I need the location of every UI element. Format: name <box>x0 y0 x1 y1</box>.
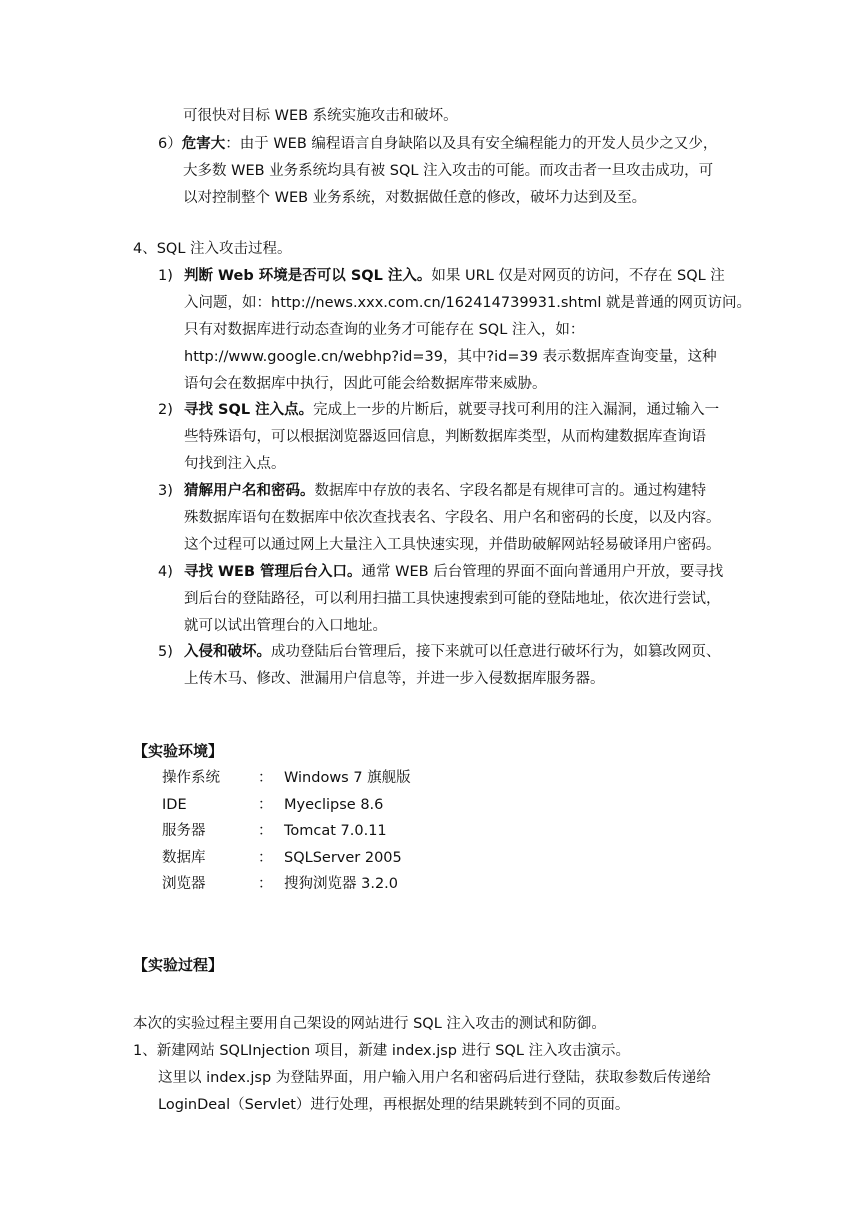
step-title: 寻找 WEB 管理后台入口。 <box>184 564 362 580</box>
list-item-6 <box>158 131 717 158</box>
env-row-server <box>162 818 562 845</box>
env-label: 服务器 <box>162 823 206 839</box>
env-row-ide <box>162 792 562 819</box>
paragraph-line: 可很快对目标 WEB 系统实施攻击和破坏。 <box>183 108 458 124</box>
env-value: SQLServer 2005 <box>284 850 402 866</box>
env-row-os <box>162 765 562 792</box>
env-label: 数据库 <box>162 850 206 866</box>
step-text: 通常 WEB 后台管理的界面不面向普通用户开放，要寻找 <box>361 564 724 580</box>
env-label: 浏览器 <box>162 876 206 892</box>
env-value: Tomcat 7.0.11 <box>284 823 387 839</box>
env-separator: ： <box>258 823 273 839</box>
step-title: 判断 Web 环境是否可以 SQL 注入。 <box>184 268 432 284</box>
paragraph-line: 句找到注入点。 <box>184 456 286 472</box>
env-heading: 【实验环境】 <box>133 742 224 760</box>
env-separator: ： <box>258 850 273 866</box>
step-title: 猜解用户名和密码。 <box>184 483 315 499</box>
env-value: Myeclipse 8.6 <box>284 797 384 813</box>
paragraph-line: LoginDeal（Servlet）进行处理，再根据处理的结果跳转到不同的页面。 <box>158 1097 630 1113</box>
env-separator: ： <box>258 797 273 813</box>
step-3 <box>184 478 706 505</box>
list-number: 1、 <box>133 1043 157 1059</box>
env-row-browser <box>162 871 562 898</box>
section-title: 4、SQL 注入攻击过程。 <box>133 241 292 257</box>
step-title: 寻找 SQL 注入点。 <box>184 402 314 418</box>
step-number: 2) <box>158 402 173 418</box>
paragraph-line: 入问题，如：http://news.xxx.com.cn/162414739931.shtml 就是普通的网页访问。 <box>184 295 752 311</box>
step-number: 1) <box>158 268 173 284</box>
list-item-text: ：由于 WEB 编程语言自身缺陷以及具有安全编程能力的开发人员少之又少， <box>225 136 718 152</box>
step-text: 如果 URL 仅是对网页的访问，不存在 SQL 注 <box>431 268 725 284</box>
paragraph-line: 些特殊语句，可以根据浏览器返回信息，判断数据库类型，从而构建数据库查询语 <box>184 429 706 445</box>
step-number: 5) <box>158 644 173 660</box>
step-title: 入侵和破坏。 <box>184 644 271 660</box>
process-intro: 本次的实验过程主要用自己架设的网站进行 SQL 注入攻击的测试和防御。 <box>133 1016 606 1032</box>
env-label: 操作系统 <box>162 770 220 786</box>
paragraph-line: 这里以 index.jsp 为登陆界面，用户输入用户名和密码后进行登陆，获取参数后传递给 <box>158 1070 711 1086</box>
step-5 <box>184 639 721 666</box>
list-item-text: 新建网站 SQLInjection 项目，新建 index.jsp 进行 SQL 注入攻击演示。 <box>156 1043 631 1059</box>
env-value: Windows 7 旗舰版 <box>284 770 411 786</box>
env-separator: ： <box>258 770 273 786</box>
list-number: 6） <box>158 136 182 152</box>
paragraph-line: 语句会在数据库中执行，因此可能会给数据库带来威胁。 <box>184 376 547 392</box>
env-value: 搜狗浏览器 3.2.0 <box>284 876 399 892</box>
step-text: 数据库中存放的表名、字段名都是有规律可言的。通过构建特 <box>314 483 706 499</box>
step-1 <box>184 263 725 290</box>
step-4 <box>184 559 723 586</box>
paragraph-line: 就可以试出管理台的入口地址。 <box>184 618 387 634</box>
step-text: 成功登陆后台管理后，接下来就可以任意进行破坏行为，如篡改网页、 <box>271 644 721 660</box>
env-row-database <box>162 845 562 872</box>
paragraph-line: 只有对数据库进行动态查询的业务才可能存在 SQL 注入，如： <box>184 322 585 338</box>
paragraph-line: 殊数据库语句在数据库中依次查找表名、字段名、用户名和密码的长度，以及内容。 <box>184 510 721 526</box>
env-label: IDE <box>162 797 187 813</box>
paragraph-line: http://www.google.cn/webhp?id=39，其中?id=39 表示数据库查询变量，这种 <box>184 349 717 365</box>
paragraph-line: 到后台的登陆路径，可以利用扫描工具快速搜索到可能的登陆地址，依次进行尝试， <box>184 591 721 607</box>
paragraph-line: 以对控制整个 WEB 业务系统，对数据做任意的修改，破坏力达到及至。 <box>183 190 647 206</box>
step-number: 3) <box>158 483 173 499</box>
step-number: 4) <box>158 564 173 580</box>
process-item-1 <box>133 1038 630 1065</box>
env-separator: ： <box>258 876 273 892</box>
process-heading: 【实验过程】 <box>133 956 224 974</box>
paragraph-line: 上传木马、修改、泄漏用户信息等，并进一步入侵数据库服务器。 <box>184 671 605 687</box>
paragraph-line: 这个过程可以通过网上大量注入工具快速实现，并借助破解网站轻易破译用户密码。 <box>184 537 721 553</box>
step-text: 完成上一步的片断后，就要寻找可利用的注入漏洞，通过输入一 <box>313 402 720 418</box>
paragraph-line: 大多数 WEB 业务系统均具有被 SQL 注入攻击的可能。而攻击者一旦攻击成功，可 <box>183 163 714 179</box>
step-2 <box>184 397 719 424</box>
list-item-title: 危害大 <box>181 136 226 152</box>
